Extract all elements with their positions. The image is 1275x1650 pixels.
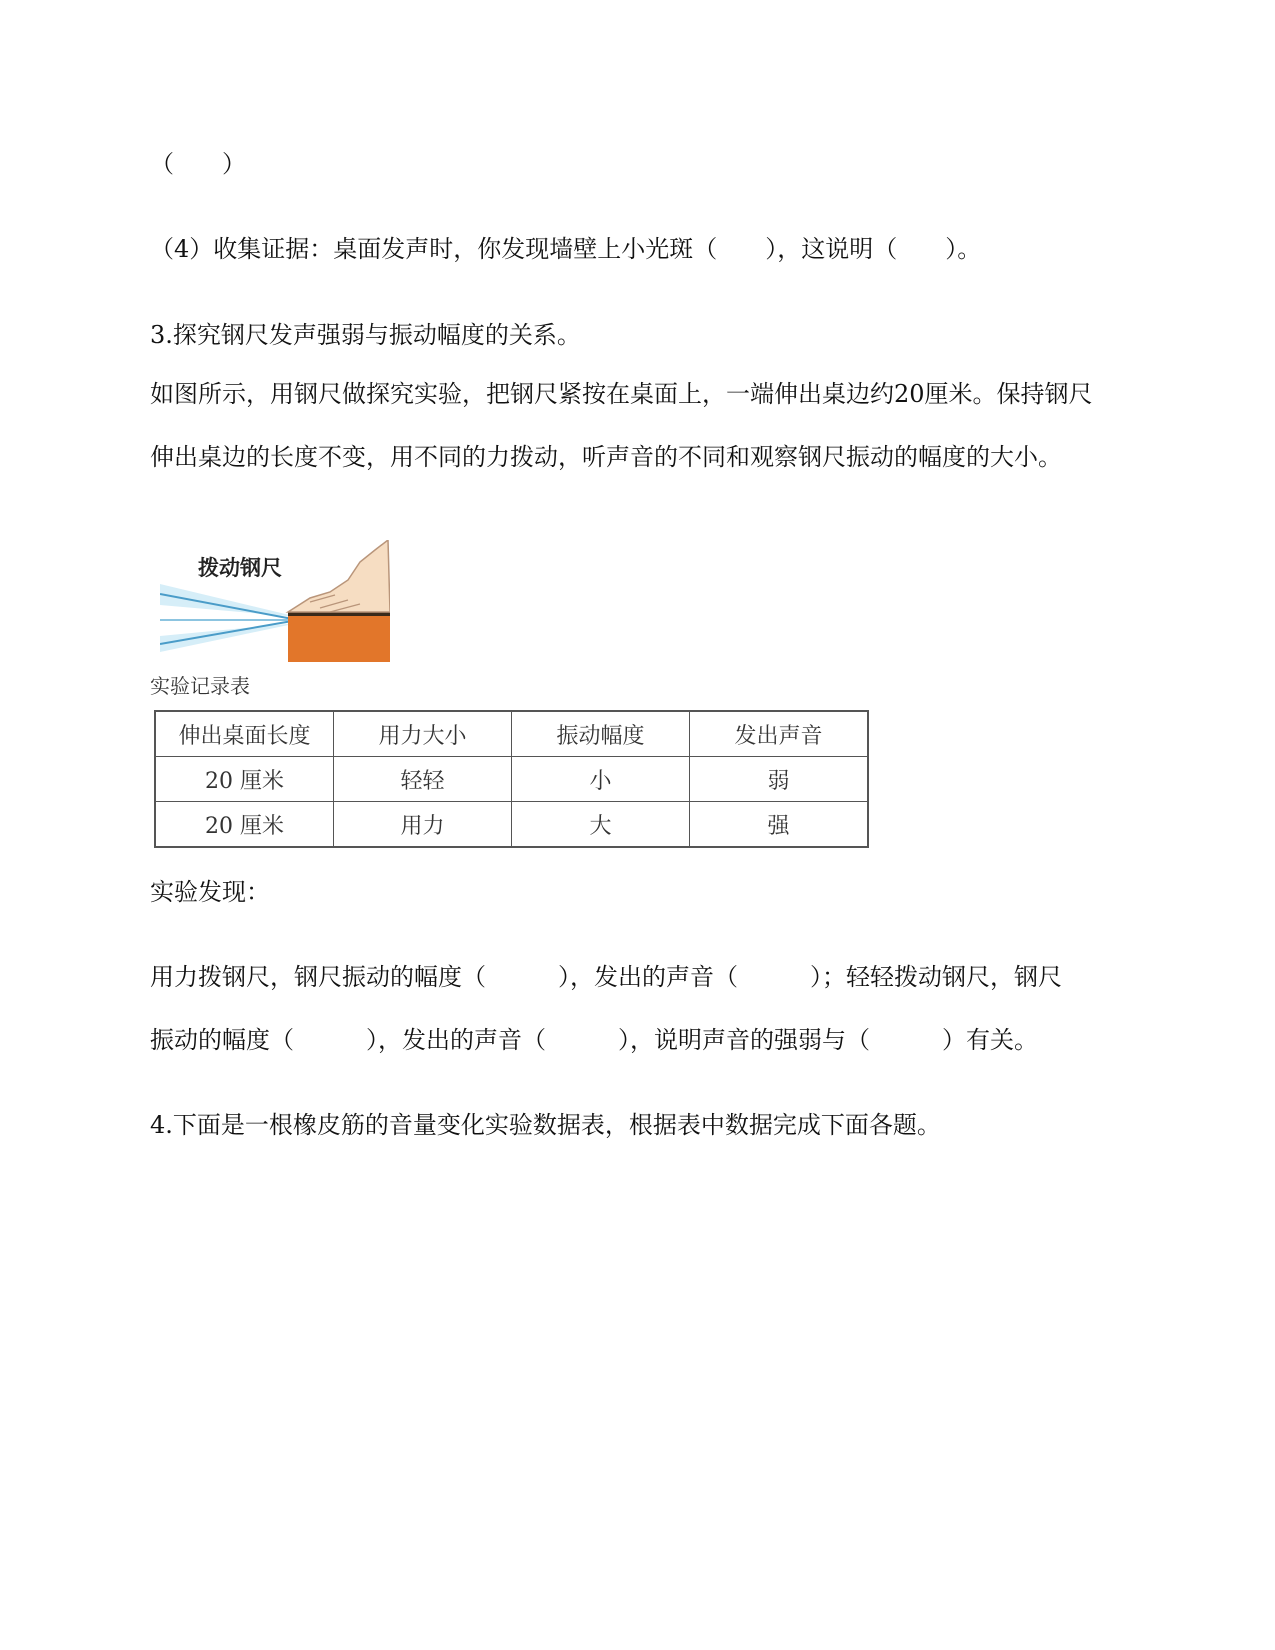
hand-icon: [288, 540, 390, 612]
table-cell: 弱: [690, 757, 869, 802]
table-cell: 用力: [334, 802, 512, 848]
table-caption: 实验记录表: [150, 674, 250, 698]
findings-line1: 用力拨钢尺，钢尺振动的幅度（ ），发出的声音（ ）；轻轻拨动钢尺，钢尺: [150, 963, 1062, 991]
table-row: [155, 802, 868, 848]
figure-title: 拨动钢尺: [198, 556, 282, 580]
table-cell: 强: [690, 802, 869, 848]
question-4-title: 4.下面是一根橡皮筋的音量变化实验数据表，根据表中数据完成下面各题。: [150, 1111, 941, 1139]
table-cell: 20 厘米: [155, 802, 334, 848]
question-4-evidence: （4）收集证据：桌面发声时，你发现墙壁上小光斑（ ），这说明（ ）。: [150, 235, 982, 263]
ruler-experiment-figure: [160, 540, 390, 662]
ruler-upper: [160, 594, 298, 620]
table-row: [155, 757, 868, 802]
header-cell: 用力大小: [334, 711, 512, 757]
header-cell: 发出声音: [690, 711, 869, 757]
table-cell: 轻轻: [334, 757, 512, 802]
question-3-title: 3.探究钢尺发声强弱与振动幅度的关系。: [150, 321, 581, 349]
header-cell: 伸出桌面长度: [155, 711, 334, 757]
question-3-description-line1: 如图所示，用钢尺做探究实验，把钢尺紧按在桌面上，一端伸出桌边约20厘米。保持钢尺: [150, 380, 1093, 408]
ruler-lower: [160, 620, 298, 644]
experiment-record-table: [154, 710, 869, 848]
header-cell: 振动幅度: [512, 711, 690, 757]
table-cell: 小: [512, 757, 690, 802]
question-3-description-line2: 伸出桌边的长度不变，用不同的力拨动，听声音的不同和观察钢尺振动的幅度的大小。: [150, 443, 1062, 471]
vibration-area: [160, 584, 298, 617]
desk: [288, 612, 390, 662]
answer-blank-line: （ ）: [150, 150, 246, 178]
findings-label: 实验发现：: [150, 878, 270, 906]
table-cell: 20 厘米: [155, 757, 334, 802]
findings-line2: 振动的幅度（ ），发出的声音（ ），说明声音的强弱与（ ）有关。: [150, 1026, 1038, 1054]
vibration-area-lower: [160, 623, 298, 652]
table-header-row: [155, 711, 868, 757]
table-cell: 大: [512, 802, 690, 848]
